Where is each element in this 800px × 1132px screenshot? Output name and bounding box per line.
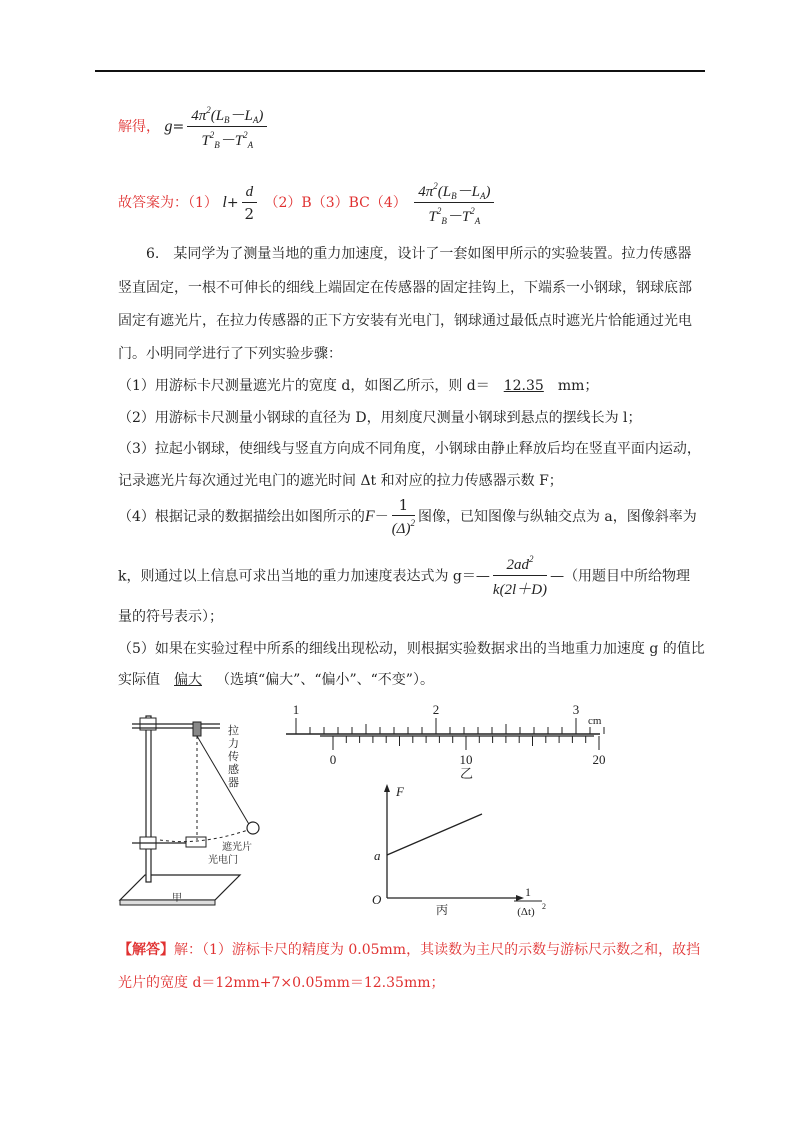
question-line-3: 固定有遮光片，在拉力传感器的正下方安装有光电门，钢球通过最低点时遮光片恰能通过光电 — [118, 313, 692, 329]
vernier-label-10: 10 — [459, 752, 473, 767]
sensor-char-5: 器 — [228, 777, 239, 789]
explanation-tag: 【解答】 — [118, 942, 174, 958]
l-plus-d-over-2: $\frac{d}{2}$ — [242, 184, 258, 223]
sensor-char-4: 感 — [228, 764, 239, 776]
solution-label: 解得， — [118, 119, 160, 135]
explanation-1: 【解答】解：（1）游标卡尺的精度为 0.05mm，其读数为主尺的示数与游标尺示数之和，故挡 — [118, 942, 701, 958]
vernier-label-0: 0 — [329, 752, 337, 767]
formula-lhs: g — [164, 118, 173, 135]
step-4-cont: k，则通过以上信息可求出当地的重力加速度表达式为 g＝— $\frac{2ad^2}{k(2l+D)}$ —（用题目中所给物理 — [118, 554, 691, 598]
step-4-cont-2: 量的符号表示）； — [118, 609, 223, 625]
main-scale-label-2: 2 — [432, 702, 440, 717]
main-scale-label-3: 3 — [572, 702, 580, 717]
figure-graph — [370, 780, 570, 920]
sensor-char-2: 力 — [228, 738, 239, 750]
main-scale-unit: cm — [588, 715, 602, 727]
graph-y-label: F — [396, 784, 404, 799]
figure-apparatus — [110, 700, 260, 910]
step-5b: 实际值 偏大 （选填“偏大”、“偏小”、“不变”）。 — [118, 669, 434, 689]
step-3a: （3）拉起小钢球，使细线与竖直方向成不同角度，小钢球由静止释放后均在竖直平面内运动， — [118, 441, 701, 457]
fig-label-shade: 遮光片 — [222, 842, 252, 853]
vernier-label-20: 20 — [592, 752, 606, 767]
figure-vernier — [280, 700, 610, 780]
step-5a: （5）如果在实验过程中所系的细线出现松动，则根据实验数据求出的当地重力加速度 g 的值比 — [118, 641, 705, 657]
answer-line: 故答案为：（1） l+ $\frac{d}{2}$ （2）B（3）BC（4） $\frac{4\pi^2(L_B-L_A)}{T^2_B-T^2_A}$ — [118, 180, 497, 226]
answer-g-formula: $\frac{4\pi^2(L_B-L_A)}{T^2_B-T^2_A}$ — [414, 180, 494, 226]
figure-caption-yi: 乙 — [460, 766, 474, 780]
step-4: （4）根据记录的数据描绘出如图所示的F－ $\frac{1}{(\Delta)^2}$ 图像，已知图像与纵轴交点为 a，图像斜率为 — [118, 496, 697, 537]
question-line-1: 6. 某同学为了测量当地的重力加速度，设计了一套如图甲所示的实验装置。拉力传感器 — [146, 246, 692, 262]
graph-x-den-sup: 2 — [542, 902, 546, 911]
solution-line: 解得， g= $\frac{4\pi^2(L_B-L_A)}{T^2_B-T^2_A}$ — [118, 104, 270, 150]
figure-caption-jia: 甲 — [172, 893, 182, 904]
step-1-answer: 12.35 — [503, 378, 544, 394]
figure-caption-bing: 丙 — [436, 903, 449, 917]
step-1: （1）用游标卡尺测量遮光片的宽度 d，如图乙所示，则 d＝ 12.35 mm； — [118, 378, 599, 394]
answer-mid: （2）B（3）BC（4） — [264, 195, 407, 211]
main-scale-label-1: 1 — [292, 702, 300, 717]
sensor-char-3: 传 — [228, 751, 239, 763]
answer-label: 故答案为：（1） — [118, 195, 218, 211]
g-answer-formula: $\frac{2ad^2}{k(2l+D)}$ — [492, 554, 548, 598]
g-formula: $\frac{4\pi^2(L_B-L_A)}{T^2_B-T^2_A}$ — [187, 104, 267, 150]
top-rule — [95, 70, 705, 72]
graph-origin-label: O — [372, 892, 382, 907]
sensor-char-1: 拉 — [228, 725, 239, 737]
explanation-2: 光片的宽度 d＝12mm+7×0.05mm＝12.35mm； — [118, 975, 445, 991]
graph-x-num: 1 — [525, 885, 531, 899]
question-line-4: 门。小明同学进行了下列实验步骤： — [118, 346, 342, 362]
graph-x-den: (Δt) — [517, 906, 535, 918]
step-2: （2）用游标卡尺测量小钢球的直径为 D，用刻度尺测量小钢球到悬点的摆线长为 l； — [118, 410, 642, 426]
fig-label-gate: 光电门 — [208, 855, 238, 866]
graph-intercept-label: a — [374, 848, 381, 863]
question-line-2: 竖直固定，一根不可伸长的细线上端固定在传感器的固定挂钩上，下端系一小钢球，钢球底部 — [118, 280, 692, 296]
step-5-answer: 偏大 — [174, 672, 202, 688]
step-3b: 记录遮光片每次通过光电门的遮光时间 Δt 和对应的拉力传感器示数 F； — [118, 473, 563, 489]
